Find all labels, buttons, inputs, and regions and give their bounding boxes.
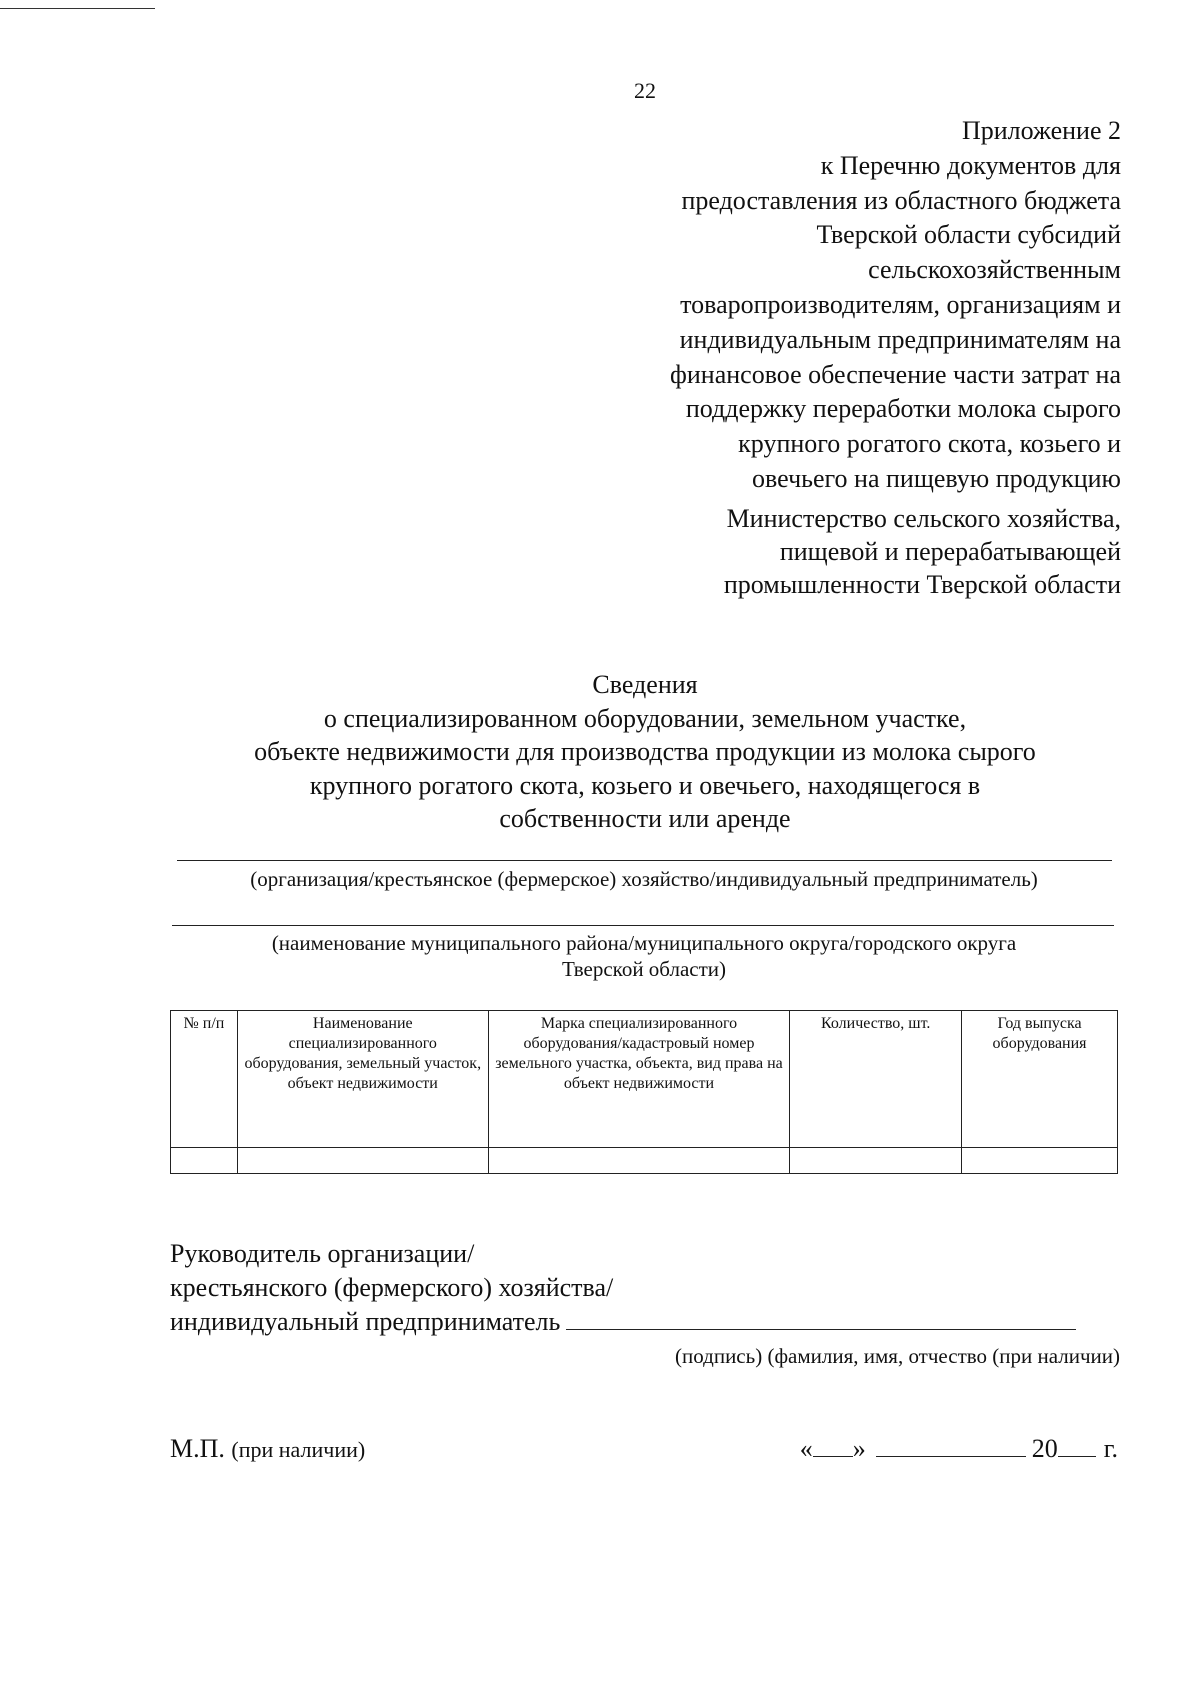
appendix-line: индивидуальным предпринимателям на (679, 324, 1121, 354)
addressee-line: промышленности Тверской области (723, 570, 1121, 599)
appendix-line: товаропроизводителям, организациям и (680, 289, 1121, 319)
date-open-quote: « (799, 1434, 813, 1463)
col-header-name: Наименование специализированного оборудования, земельный участок, объект недвижимости (237, 1011, 488, 1148)
date-month-field[interactable] (876, 1436, 1026, 1457)
stamp-label: М.П. (170, 1434, 225, 1463)
appendix-line: овечьего на пищевую продукцию (752, 463, 1121, 493)
signature-label-line: крестьянского (фермерского) хозяйства/ (170, 1273, 614, 1302)
table-cell[interactable] (962, 1148, 1118, 1174)
municipality-caption (170, 930, 1118, 982)
appendix-line: поддержку переработки молока сырого (685, 394, 1121, 424)
table-cell[interactable] (488, 1148, 790, 1174)
appendix-line: крупного рогатого скота, козьего и (738, 429, 1121, 459)
municipality-caption-line: Тверской области) (561, 957, 727, 981)
title-line: крупного рогатого скота, козьего и овечьего, находящегося в (309, 770, 981, 800)
municipality-fill-line[interactable] (172, 925, 1114, 926)
form-title (150, 668, 1140, 836)
appendix-line: предоставления из областного бюджета (681, 185, 1121, 215)
date-day-field[interactable] (813, 1436, 853, 1457)
addressee-line: пищевой и перерабатывающей (779, 537, 1121, 566)
date-year-field[interactable] (1058, 1436, 1096, 1457)
organization-caption: (организация/крестьянское (фермерское) хозяйство/индивидуальный предприниматель) (250, 867, 1038, 891)
col-header-year: Год выпуска оборудования (962, 1011, 1118, 1148)
appendix-line: Тверской области субсидий (816, 220, 1121, 250)
signature-label-line: Руководитель организации/ (170, 1239, 475, 1268)
signature-caption: (подпись) (фамилия, имя, отчество (при наличии) (675, 1344, 1120, 1368)
addressee-line: Министерство сельского хозяйства, (726, 504, 1121, 533)
col-header-number: № п/п (171, 1011, 238, 1148)
title-heading: Сведения (592, 670, 698, 699)
col-header-quantity: Количество, шт. (790, 1011, 962, 1148)
top-rule (0, 8, 155, 9)
municipality-caption-line: (наименование муниципального района/муниципального округа/городского округа (271, 931, 1017, 955)
equipment-table (170, 1010, 1118, 1174)
table-cell[interactable] (237, 1148, 488, 1174)
page-number: 22 (634, 78, 656, 103)
appendix-line: финансовое обеспечение части затрат на (670, 359, 1121, 389)
organization-fill-line[interactable] (177, 860, 1112, 861)
appendix-block (601, 114, 1121, 497)
appendix-line: сельскохозяйственным (868, 255, 1121, 285)
title-line: собственности или аренде (499, 804, 791, 833)
table-row (171, 1148, 1118, 1174)
title-line: о специализированном оборудовании, земельном участке, (323, 703, 967, 733)
date-block (800, 1434, 1118, 1464)
addressee-block (601, 502, 1121, 601)
stamp-block (170, 1434, 365, 1464)
col-header-brand: Марка специализированного оборудования/кадастровый номер земельного участка, объекта, вид права на объект недвижимости (488, 1011, 790, 1148)
stamp-note: (при наличии) (231, 1437, 366, 1462)
signature-label-line (170, 1305, 1076, 1339)
table-cell[interactable] (171, 1148, 238, 1174)
appendix-line: Приложение 2 (961, 116, 1121, 145)
appendix-line: к Перечню документов для (820, 150, 1121, 180)
signature-fill-line[interactable] (566, 1305, 1076, 1330)
date-year-suffix: г. (1103, 1434, 1118, 1463)
date-close-quote: » (852, 1434, 866, 1463)
signature-block (170, 1237, 1076, 1339)
title-line: объекте недвижимости для производства продукции из молока сырого (254, 737, 1036, 766)
table-header-row (171, 1011, 1118, 1148)
signature-label-text: индивидуальный предприниматель (170, 1307, 561, 1336)
table-cell[interactable] (790, 1148, 962, 1174)
date-year-prefix: 20 (1031, 1434, 1058, 1463)
